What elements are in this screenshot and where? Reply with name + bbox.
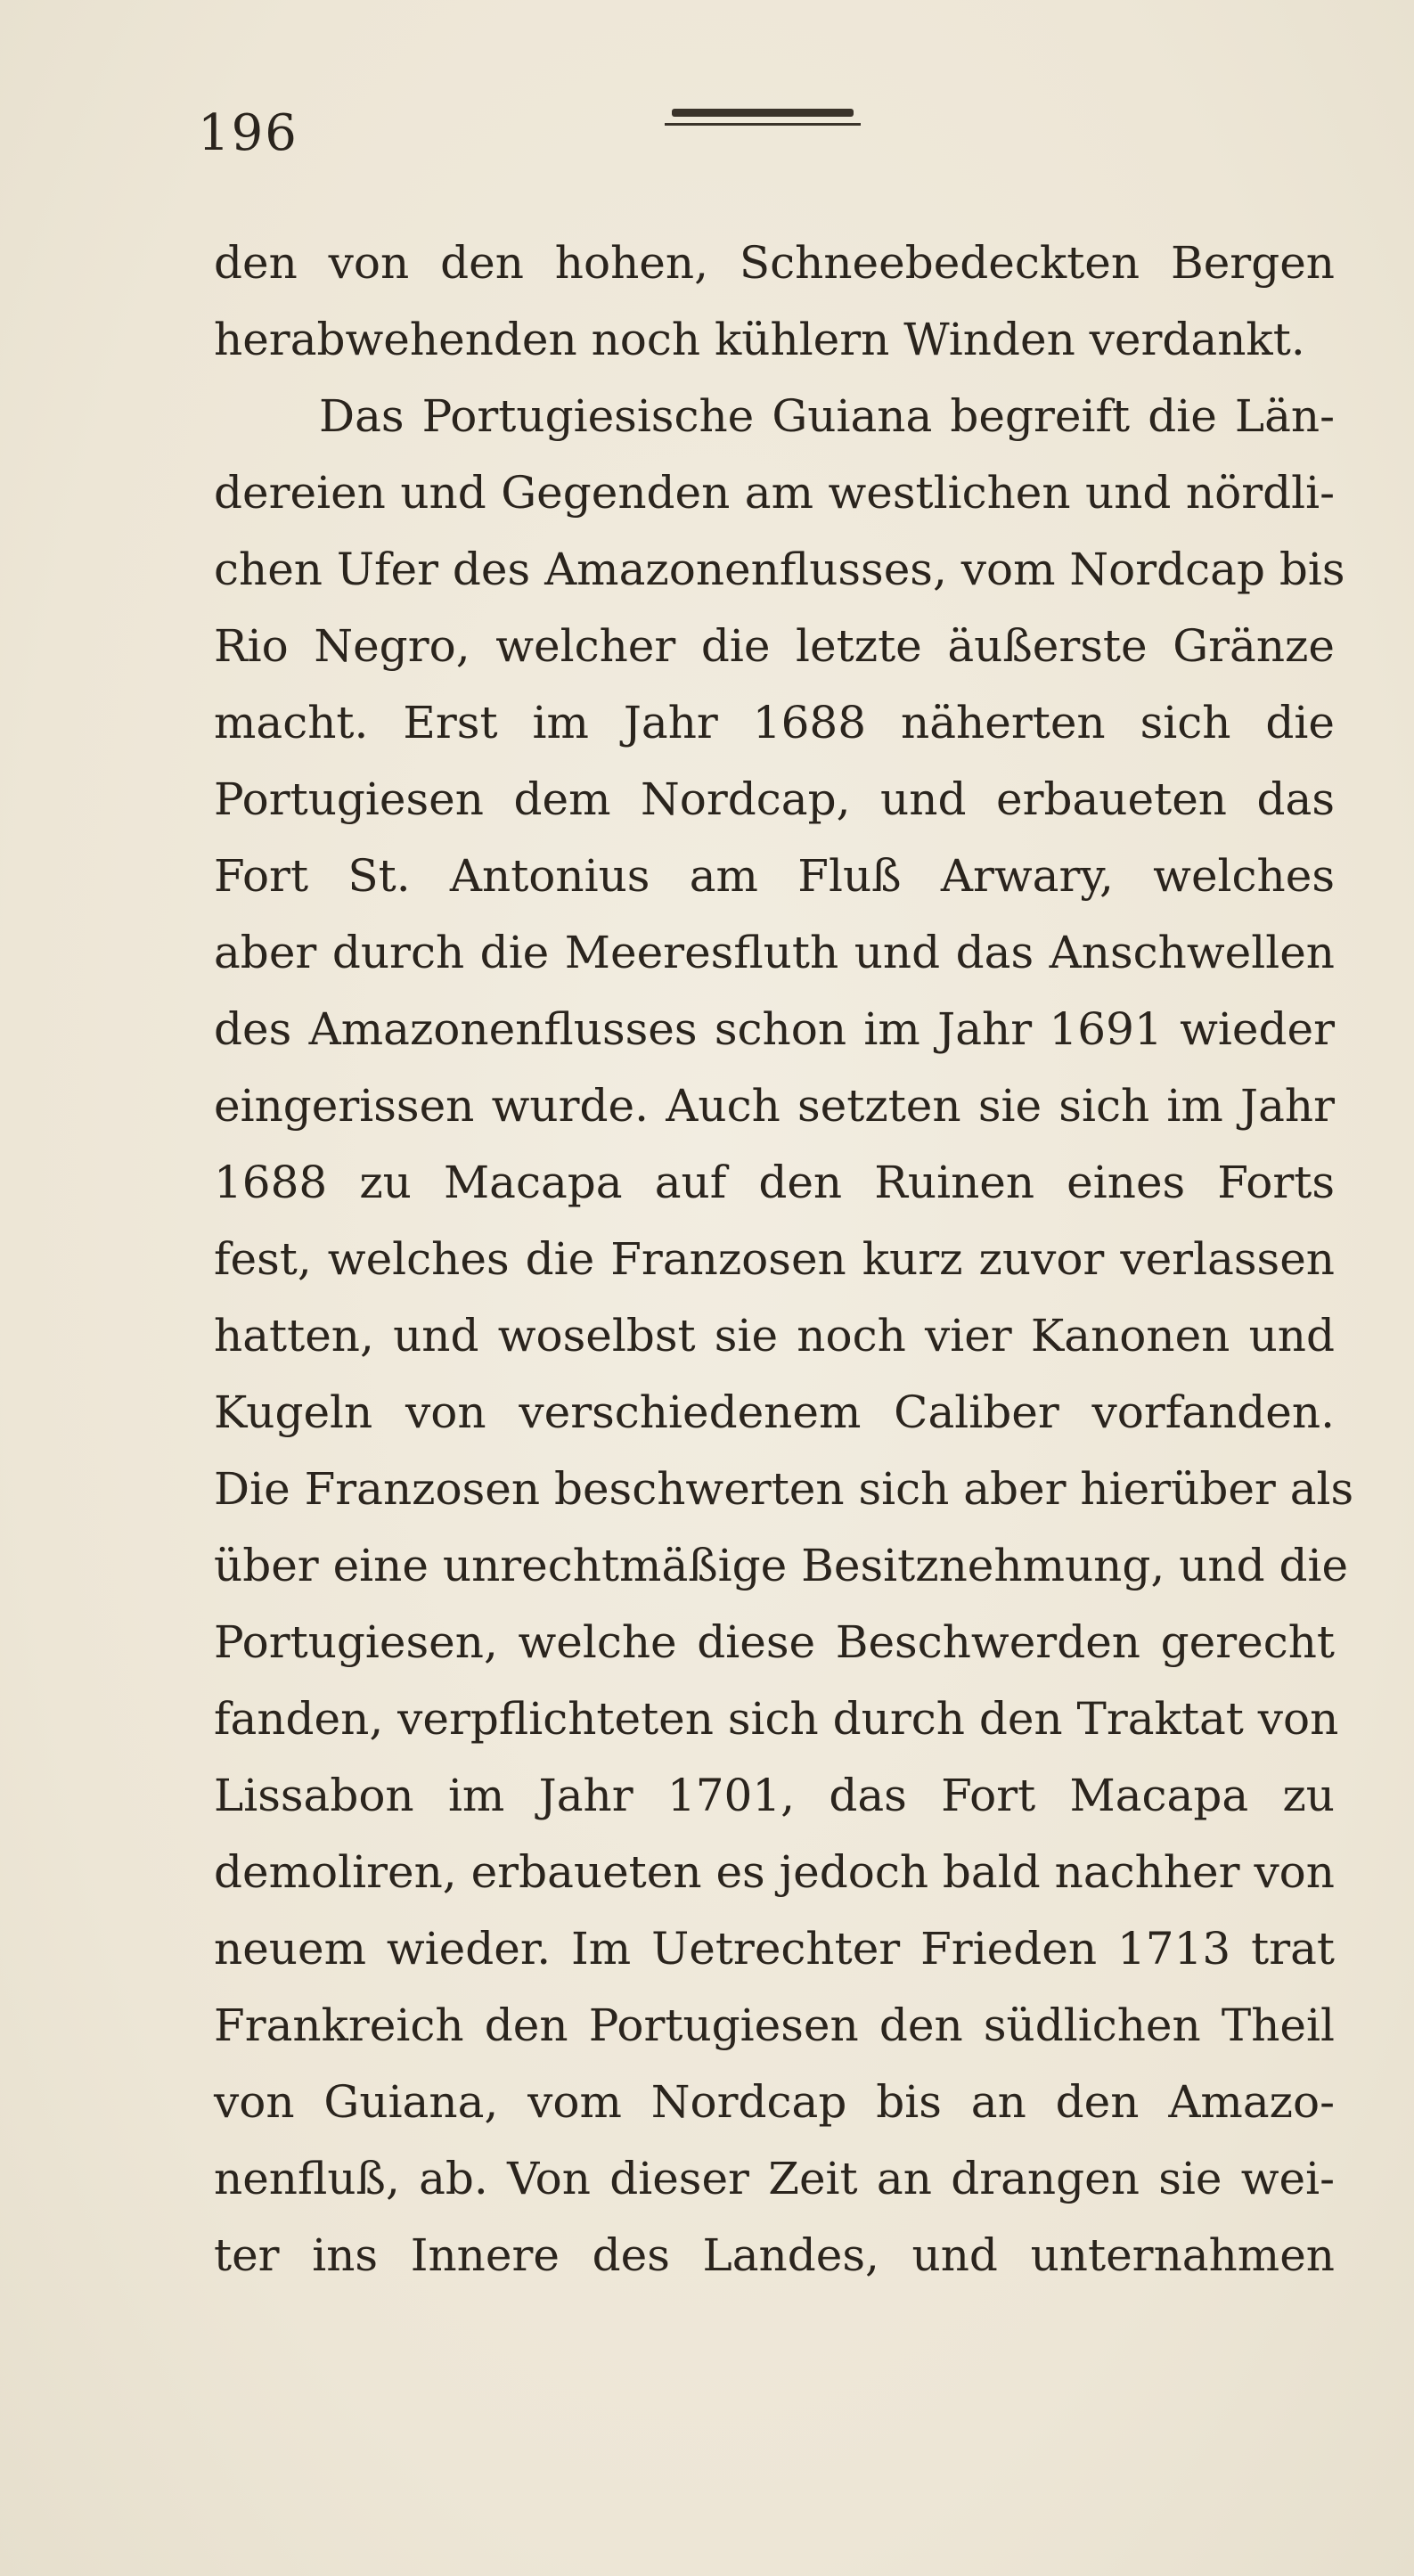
text-line: Portugiesen, welche diese Beschwerden gerecht <box>214 1616 1335 1668</box>
text-line: herabwehenden noch kühlern Winden verdankt. <box>214 314 1305 365</box>
text-line: Frankreich den Portugiesen den südlichen Theil <box>214 1999 1335 2051</box>
text-line: fest, welches die Franzosen kurz zuvor verlassen <box>214 1233 1335 1285</box>
text-line: von Guiana, vom Nordcap bis an den Amazo- <box>214 2076 1335 2128</box>
text-line: nenfluß, ab. Von dieser Zeit an drangen sie wei- <box>214 2153 1335 2204</box>
text-line: Kugeln von verschiedenem Caliber vorfanden. <box>214 1386 1335 1438</box>
text-line: den von den hohen, Schneebedeckten Bergen <box>214 237 1335 289</box>
text-line: des Amazonenflusses schon im Jahr 1691 wieder <box>214 1003 1335 1055</box>
text-line: eingerissen wurde. Auch setzten sie sich im Jahr <box>214 1080 1335 1132</box>
body-text <box>214 225 1354 2294</box>
header-ornament <box>665 105 861 132</box>
text-line: Fort St. Antonius am Fluß Arwary, welches <box>214 850 1335 902</box>
text-line: neuem wieder. Im Uetrechter Frieden 1713 trat <box>214 1923 1335 1975</box>
text-line: macht. Erst im Jahr 1688 näherten sich die <box>214 697 1335 748</box>
text-line: über eine unrechtmäßige Besitznehmung, und die <box>214 1540 1349 1591</box>
ornament-thick-rule <box>672 109 854 117</box>
text-line: aber durch die Meeresfluth und das Anschwellen <box>214 927 1335 978</box>
text-line: dereien und Gegenden am westlichen und nördli- <box>214 467 1335 519</box>
text-line: demoliren, erbaueten es jedoch bald nachher von <box>214 1846 1335 1898</box>
text-line: fanden, verpflichteten sich durch den Traktat von <box>214 1693 1339 1745</box>
ornament-thin-rule <box>665 123 861 126</box>
text-line: 1688 zu Macapa auf den Ruinen eines Forts <box>214 1157 1335 1208</box>
text-line: chen Ufer des Amazonenflusses, vom Nordcap bis <box>214 544 1345 595</box>
page-number: 196 <box>198 104 298 162</box>
text-line: Rio Negro, welcher die letzte äußerste Gränze <box>214 620 1335 672</box>
text-line: Die Franzosen beschwerten sich aber hierüber als <box>214 1463 1354 1515</box>
text-line: Lissabon im Jahr 1701, das Fort Macapa zu <box>214 1770 1335 1821</box>
text-line: Portugiesen dem Nordcap, und erbaueten das <box>214 773 1335 825</box>
text-line: hatten, und woselbst sie noch vier Kanonen und <box>214 1310 1335 1362</box>
text-line: ter ins Innere des Landes, und unternahmen <box>214 2229 1335 2281</box>
text-line: Das Portugiesische Guiana begreift die Län- <box>319 390 1335 442</box>
